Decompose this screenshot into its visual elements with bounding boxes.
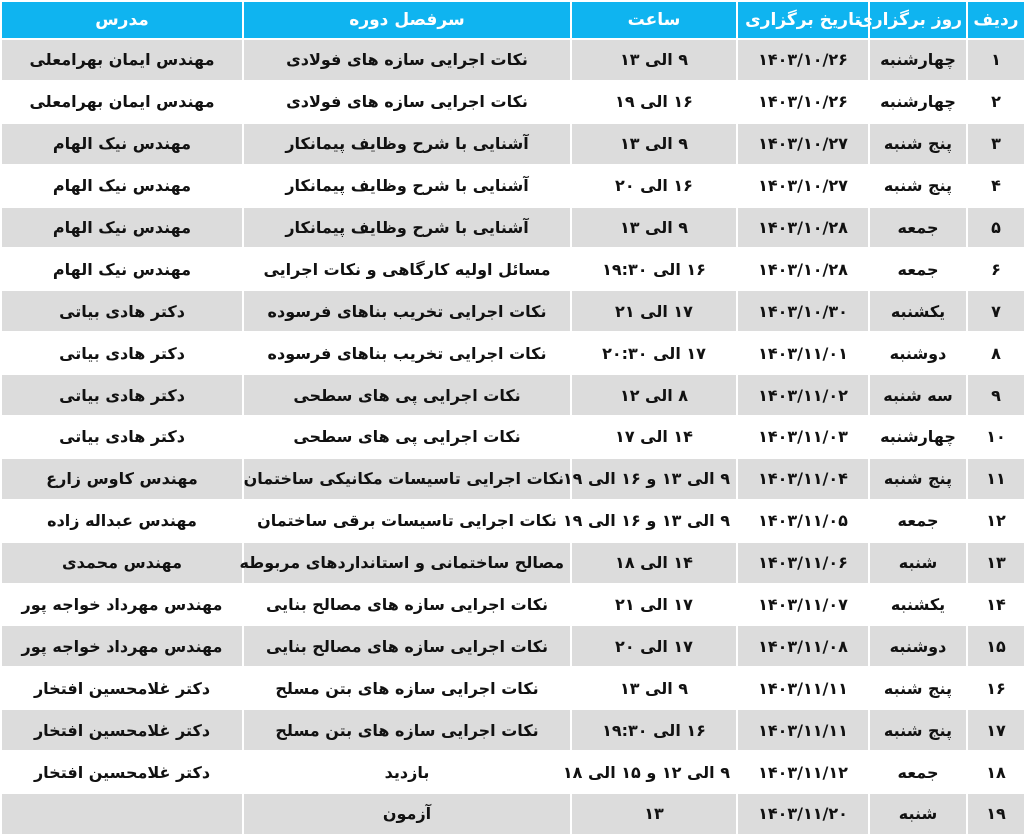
cell-date: ۱۴۰۳/۱۰/۳۰: [738, 291, 868, 331]
cell-time: ۹ الی ۱۲ و ۱۵ الی ۱۸: [572, 752, 736, 792]
cell-time: ۱۷ الی ۲۱: [572, 585, 736, 625]
cell-day: چهارشنبه: [870, 40, 966, 80]
table-row: [2, 710, 1024, 750]
table-row: [2, 752, 1024, 792]
cell-teacher: دکتر هادی بیاتی: [2, 375, 242, 415]
cell-title: بازدید: [244, 752, 570, 792]
cell-time: ۹ الی ۱۳ و ۱۶ الی ۱۹: [572, 459, 736, 499]
cell-num: ۱۳: [968, 543, 1024, 583]
cell-num: ۱۹: [968, 794, 1024, 834]
table-row: [2, 249, 1024, 289]
table-row: [2, 459, 1024, 499]
cell-title: نکات اجرایی تخریب بناهای فرسوده: [244, 291, 570, 331]
table-row: [2, 501, 1024, 541]
cell-title: آشنایی با شرح وظایف پیمانکار: [244, 166, 570, 206]
cell-date: ۱۴۰۳/۱۰/۲۶: [738, 40, 868, 80]
cell-num: ۳: [968, 124, 1024, 164]
cell-date: ۱۴۰۳/۱۱/۱۱: [738, 710, 868, 750]
cell-teacher: مهندس عبداله زاده: [2, 501, 242, 541]
cell-time: ۱۷ الی ۲۱: [572, 291, 736, 331]
cell-teacher: مهندس کاوس زارع: [2, 459, 242, 499]
table-header-row: [2, 2, 1024, 38]
cell-title: آشنایی با شرح وظایف پیمانکار: [244, 208, 570, 248]
table-row: [2, 585, 1024, 625]
cell-num: ۵: [968, 208, 1024, 248]
cell-day: یکشنبه: [870, 585, 966, 625]
cell-teacher: مهندس نیک الهام: [2, 166, 242, 206]
cell-title: نکات اجرایی تاسیسات مکانیکی ساختمان: [244, 459, 570, 499]
cell-day: پنج شنبه: [870, 710, 966, 750]
cell-teacher: دکتر هادی بیاتی: [2, 417, 242, 457]
cell-day: شنبه: [870, 543, 966, 583]
cell-date: ۱۴۰۳/۱۱/۱۱: [738, 668, 868, 708]
cell-teacher: دکتر غلامحسین افتخار: [2, 668, 242, 708]
cell-day: پنج شنبه: [870, 668, 966, 708]
cell-num: ۸: [968, 333, 1024, 373]
cell-date: ۱۴۰۳/۱۰/۲۷: [738, 124, 868, 164]
cell-num: ۱۶: [968, 668, 1024, 708]
cell-teacher: مهندس نیک الهام: [2, 124, 242, 164]
cell-date: ۱۴۰۳/۱۰/۲۸: [738, 249, 868, 289]
cell-num: ۱۸: [968, 752, 1024, 792]
cell-teacher: مهندس نیک الهام: [2, 249, 242, 289]
cell-title: نکات اجرایی پی های سطحی: [244, 417, 570, 457]
cell-title: مسائل اولیه کارگاهی و نکات اجرایی: [244, 249, 570, 289]
cell-day: چهارشنبه: [870, 417, 966, 457]
cell-time: ۱۳: [572, 794, 736, 834]
cell-num: ۱۰: [968, 417, 1024, 457]
cell-title: نکات اجرایی تخریب بناهای فرسوده: [244, 333, 570, 373]
cell-teacher: دکتر هادی بیاتی: [2, 291, 242, 331]
cell-date: ۱۴۰۳/۱۱/۰۳: [738, 417, 868, 457]
cell-teacher: [2, 794, 242, 834]
cell-day: یکشنبه: [870, 291, 966, 331]
table-row: [2, 375, 1024, 415]
cell-num: ۱۴: [968, 585, 1024, 625]
cell-title: مصالح ساختمانی و استانداردهای مربوطه: [244, 543, 570, 583]
table-row: [2, 166, 1024, 206]
cell-title: نکات اجرایی سازه های بتن مسلح: [244, 710, 570, 750]
cell-teacher: مهندس محمدی: [2, 543, 242, 583]
cell-date: ۱۴۰۳/۱۰/۲۷: [738, 166, 868, 206]
cell-teacher: دکتر غلامحسین افتخار: [2, 710, 242, 750]
cell-day: سه شنبه: [870, 375, 966, 415]
cell-date: ۱۴۰۳/۱۱/۰۶: [738, 543, 868, 583]
cell-day: جمعه: [870, 208, 966, 248]
table-row: [2, 82, 1024, 122]
cell-num: ۱۲: [968, 501, 1024, 541]
header-teacher: مدرس: [2, 2, 242, 38]
cell-title: نکات اجرایی سازه های فولادی: [244, 82, 570, 122]
cell-date: ۱۴۰۳/۱۱/۰۸: [738, 626, 868, 666]
cell-title: آشنایی با شرح وظایف پیمانکار: [244, 124, 570, 164]
cell-title: آزمون: [244, 794, 570, 834]
cell-date: ۱۴۰۳/۱۱/۲۰: [738, 794, 868, 834]
cell-num: ۱۷: [968, 710, 1024, 750]
cell-time: ۹ الی ۱۳: [572, 208, 736, 248]
cell-time: ۱۶ الی ۲۰: [572, 166, 736, 206]
cell-day: پنج شنبه: [870, 166, 966, 206]
table-row: [2, 794, 1024, 834]
table-row: [2, 208, 1024, 248]
cell-day: دوشنبه: [870, 333, 966, 373]
cell-time: ۱۶ الی ۱۹: [572, 82, 736, 122]
cell-num: ۷: [968, 291, 1024, 331]
cell-teacher: مهندس ایمان بهرامعلی: [2, 82, 242, 122]
header-title: سرفصل دوره: [244, 2, 570, 38]
table-row: [2, 40, 1024, 80]
cell-time: ۹ الی ۱۳: [572, 124, 736, 164]
cell-teacher: دکتر هادی بیاتی: [2, 333, 242, 373]
cell-teacher: مهندس ایمان بهرامعلی: [2, 40, 242, 80]
cell-num: ۱: [968, 40, 1024, 80]
header-time: ساعت: [572, 2, 736, 38]
cell-num: ۹: [968, 375, 1024, 415]
cell-day: شنبه: [870, 794, 966, 834]
cell-time: ۱۷ الی ۲۰: [572, 626, 736, 666]
table-row: [2, 124, 1024, 164]
cell-day: پنج شنبه: [870, 124, 966, 164]
cell-time: ۹ الی ۱۳ و ۱۶ الی ۱۹: [572, 501, 736, 541]
table-row: [2, 333, 1024, 373]
cell-date: ۱۴۰۳/۱۱/۰۱: [738, 333, 868, 373]
cell-title: نکات اجرایی سازه های مصالح بنایی: [244, 626, 570, 666]
cell-num: ۴: [968, 166, 1024, 206]
cell-time: ۹ الی ۱۳: [572, 668, 736, 708]
cell-teacher: دکتر غلامحسین افتخار: [2, 752, 242, 792]
cell-day: دوشنبه: [870, 626, 966, 666]
cell-teacher: مهندس نیک الهام: [2, 208, 242, 248]
cell-day: جمعه: [870, 501, 966, 541]
cell-time: ۸ الی ۱۲: [572, 375, 736, 415]
cell-time: ۱۶ الی ۱۹:۳۰: [572, 249, 736, 289]
table-row: [2, 417, 1024, 457]
table-row: [2, 543, 1024, 583]
header-day: روز برگزاری: [870, 2, 966, 38]
cell-teacher: مهندس مهرداد خواجه پور: [2, 585, 242, 625]
cell-date: ۱۴۰۳/۱۱/۰۴: [738, 459, 868, 499]
cell-date: ۱۴۰۳/۱۱/۰۲: [738, 375, 868, 415]
cell-title: نکات اجرایی تاسیسات برقی ساختمان: [244, 501, 570, 541]
cell-title: نکات اجرایی سازه های مصالح بنایی: [244, 585, 570, 625]
cell-date: ۱۴۰۳/۱۱/۰۷: [738, 585, 868, 625]
cell-teacher: مهندس مهرداد خواجه پور: [2, 626, 242, 666]
cell-date: ۱۴۰۳/۱۰/۲۶: [738, 82, 868, 122]
table-row: [2, 668, 1024, 708]
cell-day: چهارشنبه: [870, 82, 966, 122]
header-num: ردیف: [968, 2, 1024, 38]
cell-num: ۶: [968, 249, 1024, 289]
cell-day: پنج شنبه: [870, 459, 966, 499]
cell-title: نکات اجرایی سازه های فولادی: [244, 40, 570, 80]
cell-day: جمعه: [870, 249, 966, 289]
table-row: [2, 291, 1024, 331]
cell-date: ۱۴۰۳/۱۰/۲۸: [738, 208, 868, 248]
header-date: تاریخ برگزاری: [738, 2, 868, 38]
cell-time: ۹ الی ۱۳: [572, 40, 736, 80]
cell-num: ۱۱: [968, 459, 1024, 499]
cell-num: ۱۵: [968, 626, 1024, 666]
cell-num: ۲: [968, 82, 1024, 122]
cell-time: ۱۶ الی ۱۹:۳۰: [572, 710, 736, 750]
table-row: [2, 626, 1024, 666]
cell-date: ۱۴۰۳/۱۱/۱۲: [738, 752, 868, 792]
cell-title: نکات اجرایی سازه های بتن مسلح: [244, 668, 570, 708]
cell-time: ۱۴ الی ۱۷: [572, 417, 736, 457]
cell-time: ۱۴ الی ۱۸: [572, 543, 736, 583]
cell-date: ۱۴۰۳/۱۱/۰۵: [738, 501, 868, 541]
cell-title: نکات اجرایی پی های سطحی: [244, 375, 570, 415]
cell-time: ۱۷ الی ۲۰:۳۰: [572, 333, 736, 373]
cell-day: جمعه: [870, 752, 966, 792]
